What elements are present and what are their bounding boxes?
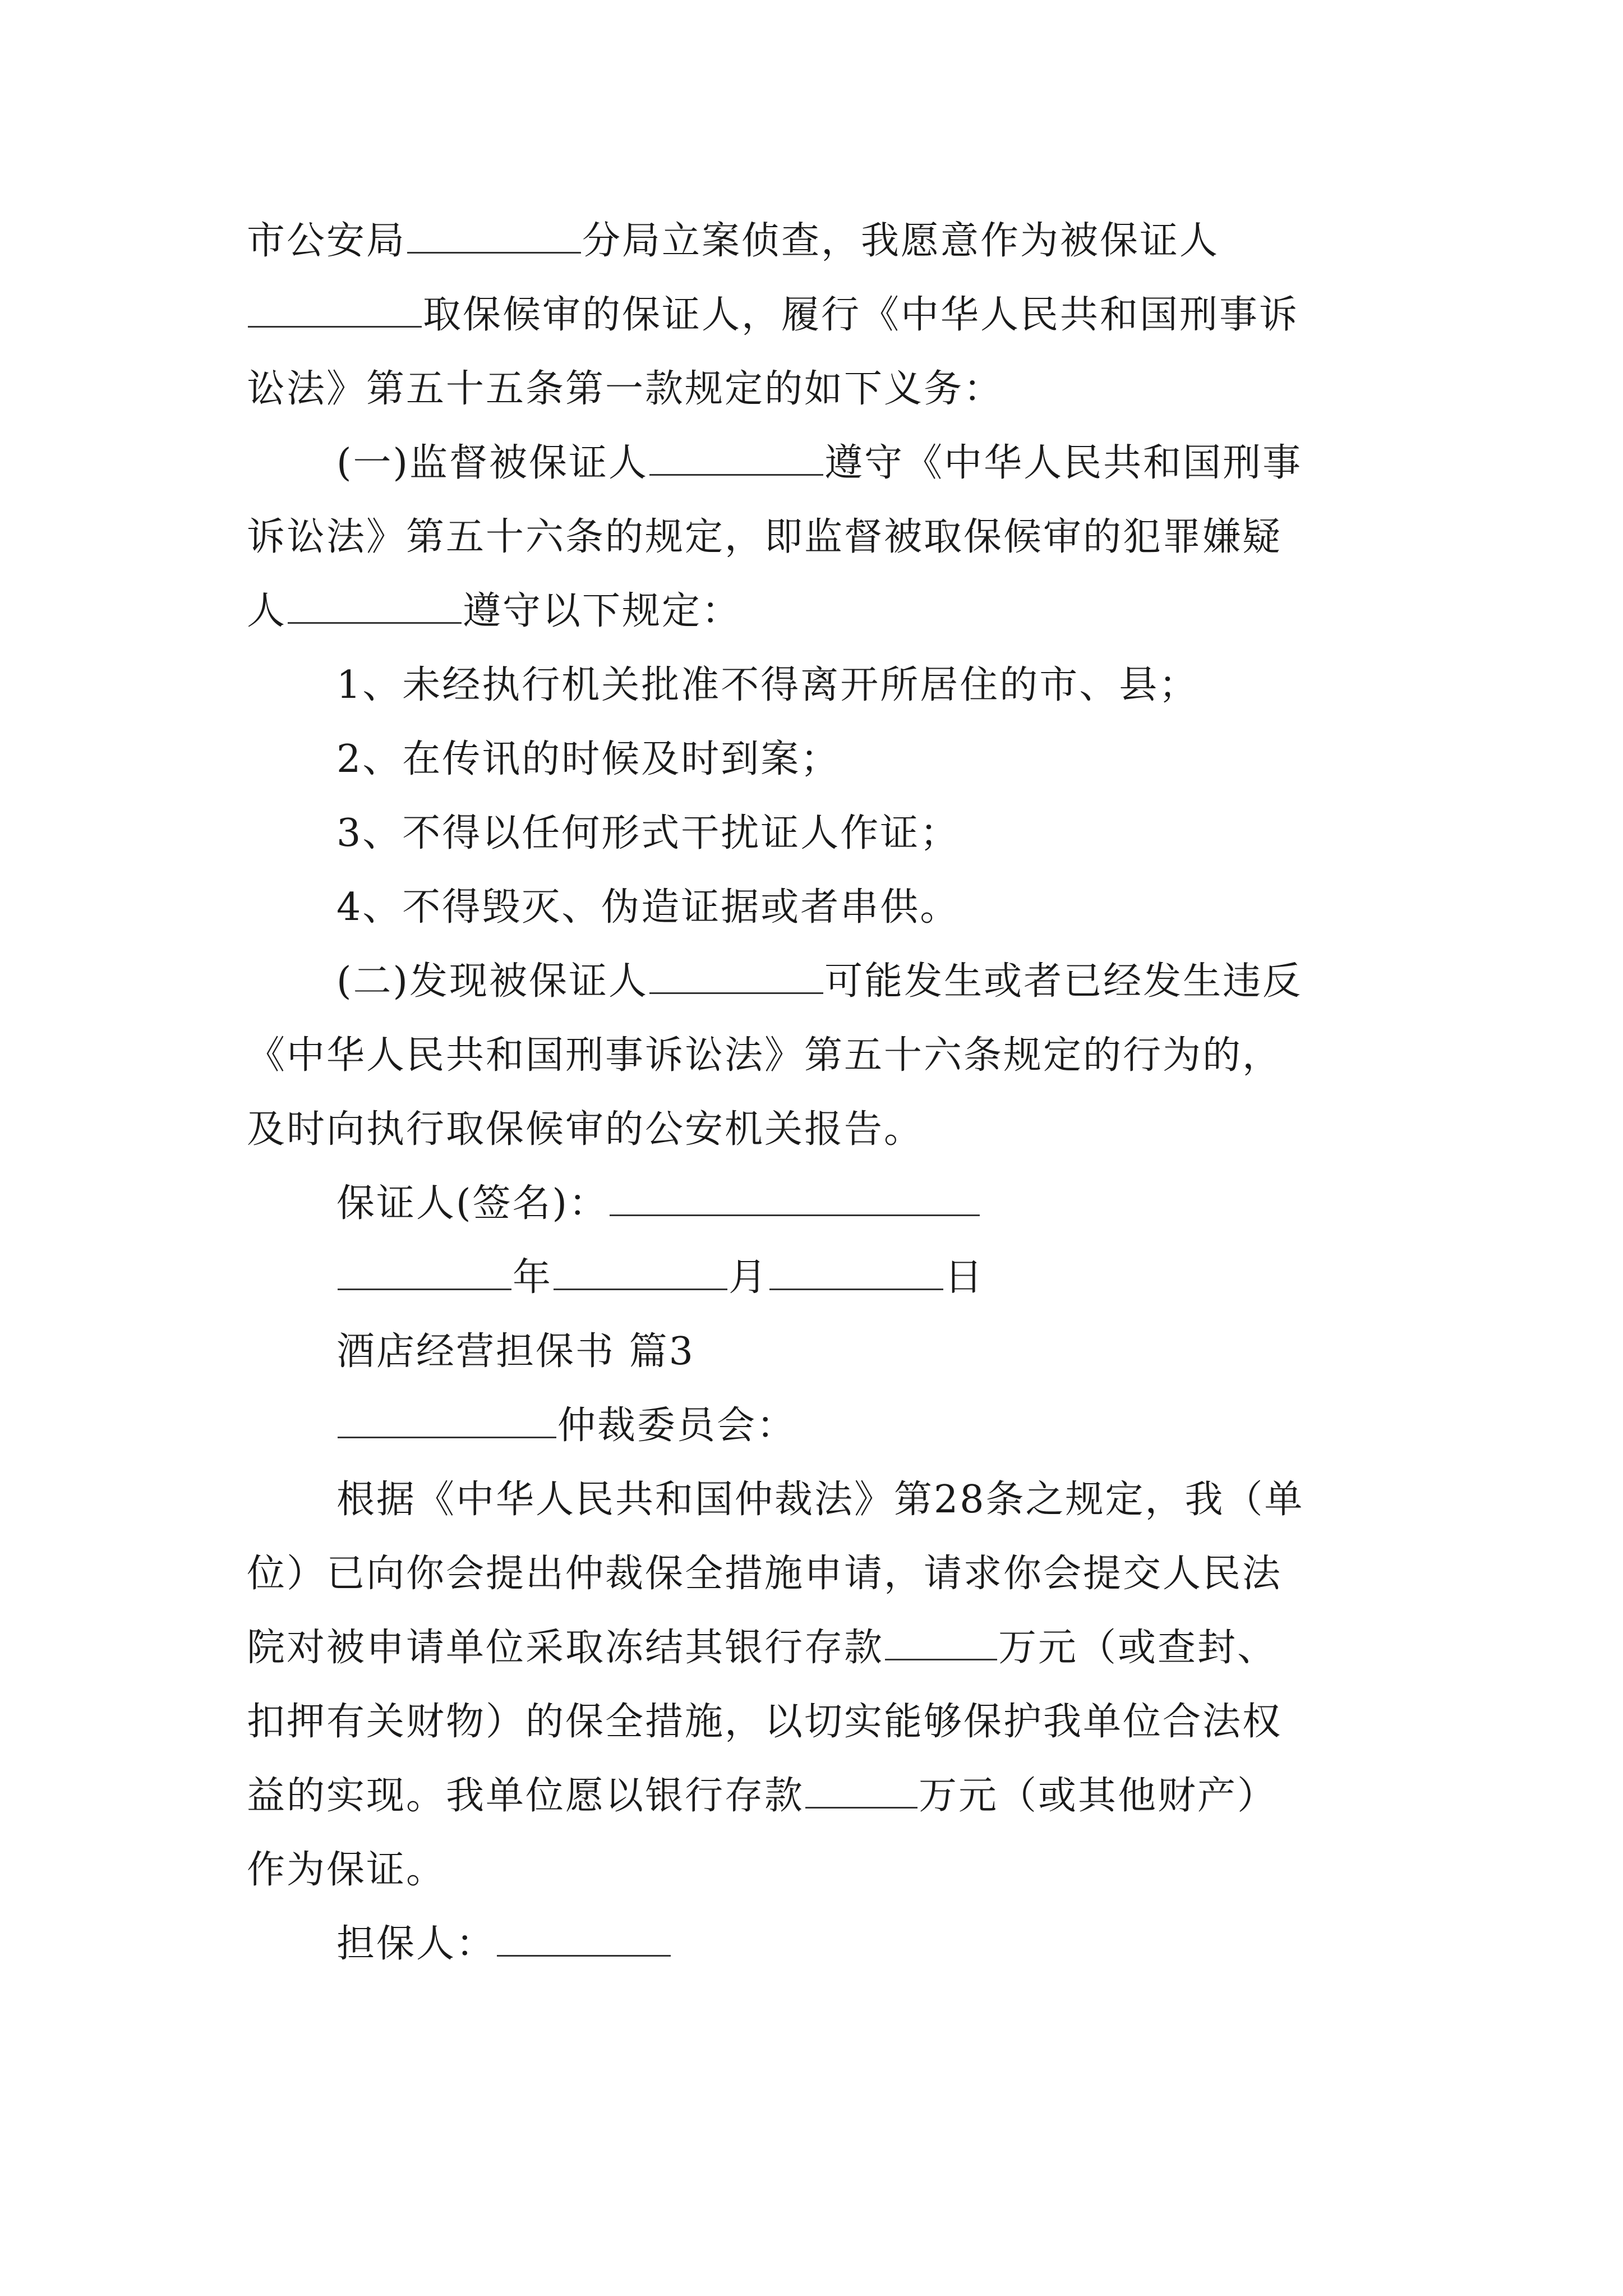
paragraph-line: 作为保证。 (247, 1848, 446, 1892)
text-segment: 市公安局 (247, 219, 407, 263)
text-segment: 分局立案侦查，我愿意作为被保证人 (582, 219, 1220, 263)
addressee-line (336, 1398, 796, 1454)
text-segment: 取保候审的保证人，履行《中华人民共和国刑事诉 (423, 293, 1299, 337)
guarantor-line (336, 1916, 672, 1972)
paragraph-line (336, 435, 1302, 491)
fill-in-blank[interactable] (338, 1403, 556, 1438)
text-segment: 万元（或其他财产） (919, 1774, 1278, 1818)
guarantor-field[interactable] (497, 1921, 671, 1957)
paragraph-line (247, 287, 1299, 343)
paragraph-line: 位）已向你会提出仲裁保全措施申请，请求你会提交人民法 (247, 1552, 1283, 1596)
fill-in-blank[interactable] (649, 959, 823, 994)
signature-field[interactable] (610, 1181, 980, 1216)
text-segment: (一)监督被保证人 (336, 441, 649, 485)
paragraph-line (336, 954, 1302, 1010)
fill-in-blank[interactable] (407, 218, 581, 254)
year-field[interactable] (338, 1255, 511, 1290)
paragraph-line: 扣押有关财物）的保全措施，以切实能够保护我单位合法权 (247, 1700, 1283, 1744)
paragraph-line (247, 583, 741, 639)
paragraph-line (247, 1620, 1277, 1676)
text-segment: 可能发生或者已经发生违反 (824, 959, 1303, 1004)
list-item: 4、不得毁灭、伪造证据或者串供。 (336, 885, 960, 930)
guarantor-label: 担保人： (336, 1922, 496, 1966)
text-segment: 益的实现。我单位愿以银行存款 (247, 1774, 805, 1818)
list-item: 1、未经执行机关批准不得离开所居住的市、县； (336, 663, 1199, 707)
paragraph-line: 《中华人民共和国刑事诉讼法》第五十六条规定的行为的， (247, 1033, 1283, 1078)
text-segment: 院对被申请单位采取冻结其银行存款 (247, 1626, 884, 1670)
day-label: 日 (944, 1255, 985, 1300)
date-line (336, 1250, 984, 1306)
signature-line (336, 1176, 981, 1232)
year-label: 年 (513, 1255, 553, 1300)
text-segment: 人 (247, 589, 287, 633)
text-segment: 遵守《中华人民共和国刑事 (824, 441, 1303, 485)
fill-in-blank[interactable] (805, 1773, 917, 1809)
paragraph-line (247, 1768, 1277, 1824)
fill-in-blank[interactable] (288, 588, 462, 624)
signature-label: 保证人(签名)： (336, 1181, 609, 1226)
paragraph-line: 诉讼法》第五十六条的规定，即监督被取保候审的犯罪嫌疑 (247, 515, 1283, 559)
month-label: 月 (728, 1255, 769, 1300)
fill-in-blank[interactable] (248, 292, 422, 328)
text-segment: 万元（或查封、 (998, 1626, 1278, 1670)
paragraph-line: 及时向执行取保候审的公安机关报告。 (247, 1107, 924, 1152)
section-title: 酒店经营担保书 篇3 (336, 1329, 695, 1374)
list-item: 3、不得以任何形式干扰证人作证； (336, 811, 960, 855)
paragraph-line: 根据《中华人民共和国仲裁法》第28条之规定，我（单 (336, 1478, 1304, 1522)
fill-in-blank[interactable] (885, 1625, 997, 1660)
fill-in-blank[interactable] (649, 440, 823, 476)
text-segment: 遵守以下规定： (463, 589, 742, 633)
text-segment: 仲裁委员会： (557, 1404, 797, 1448)
list-item: 2、在传讯的时候及时到案； (336, 737, 841, 781)
text-segment: (二)发现被保证人 (336, 959, 649, 1004)
paragraph-line: 讼法》第五十五条第一款规定的如下义务： (247, 367, 1004, 411)
month-field[interactable] (554, 1255, 727, 1290)
paragraph-line (247, 213, 1219, 269)
day-field[interactable] (769, 1255, 943, 1290)
